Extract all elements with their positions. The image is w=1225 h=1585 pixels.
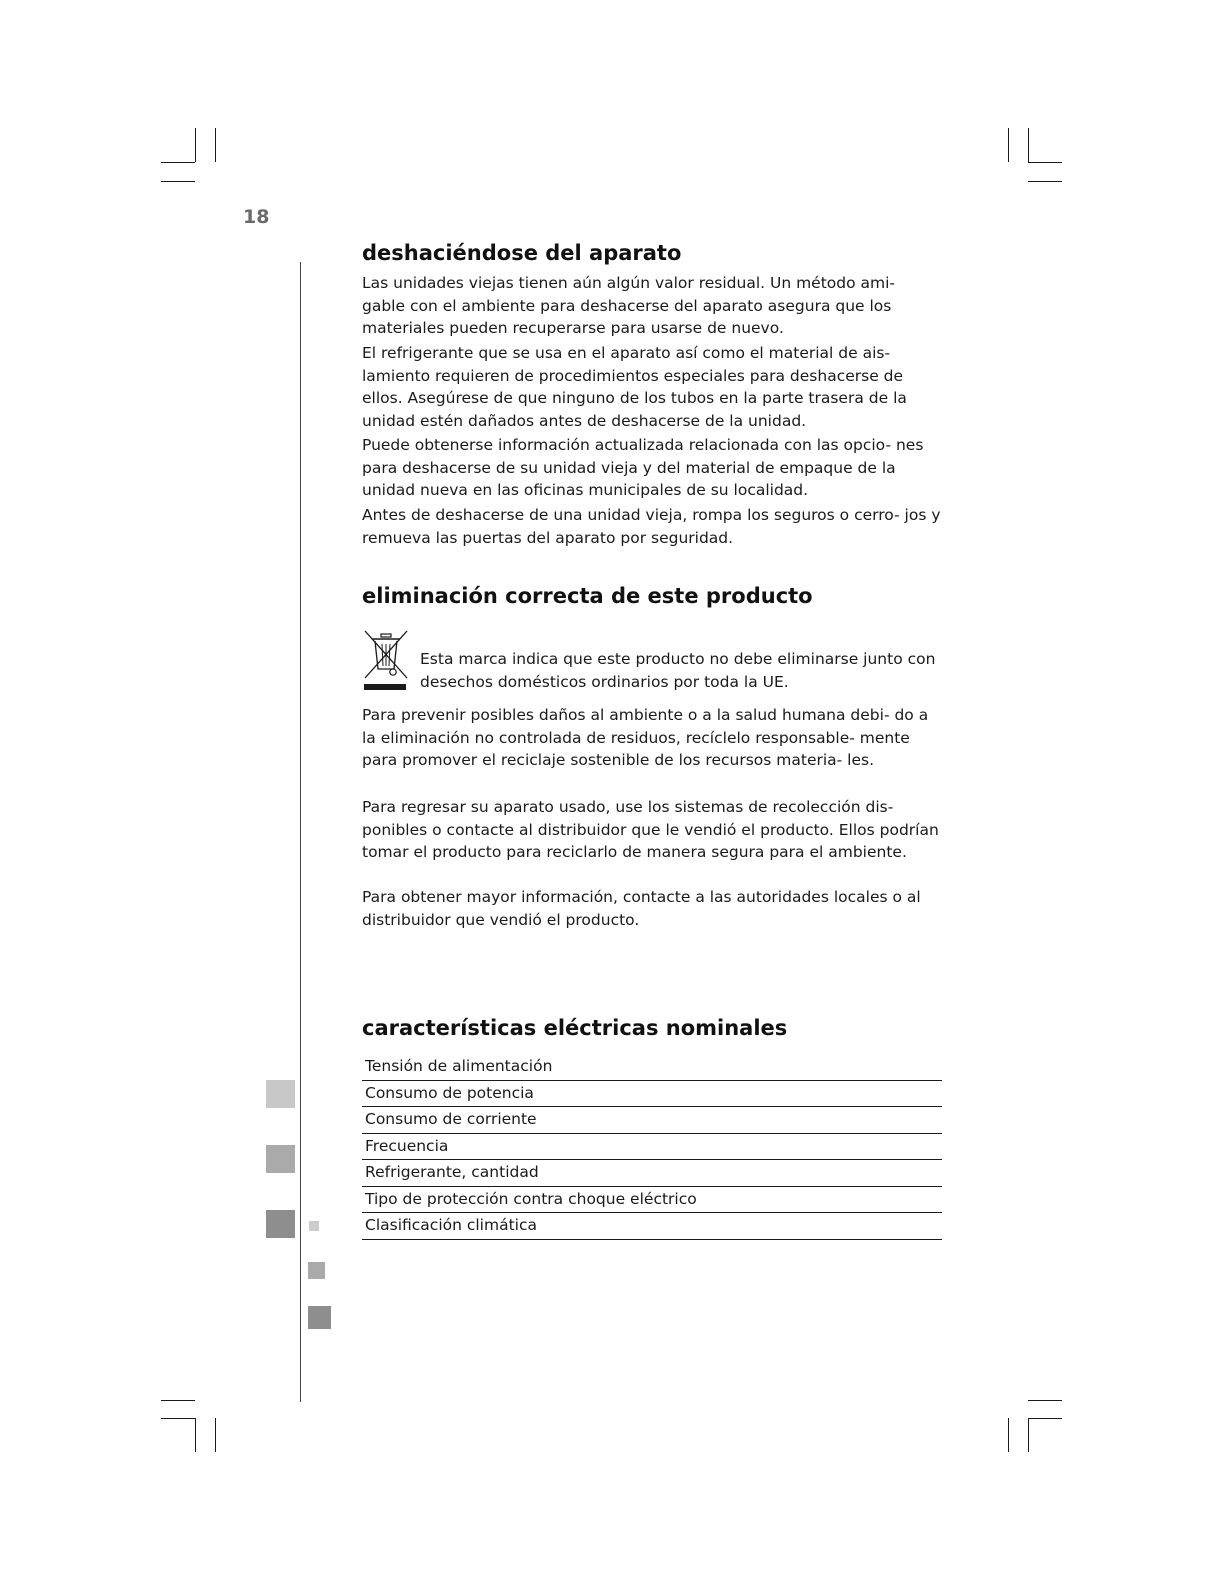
- page-number: 18: [243, 206, 270, 228]
- table-row: Tensión de alimentación: [362, 1054, 942, 1081]
- crop-mark: [1008, 1418, 1009, 1452]
- table-row: Consumo de corriente: [362, 1107, 942, 1134]
- crop-mark: [161, 181, 195, 182]
- crop-mark: [1028, 1418, 1062, 1419]
- crossed-bin-icon: [362, 628, 410, 692]
- crop-mark: [1028, 181, 1062, 182]
- table-row: Consumo de potencia: [362, 1081, 942, 1108]
- gray-swatch: [266, 1145, 295, 1173]
- gray-swatch: [266, 1080, 295, 1108]
- crop-mark: [195, 128, 196, 162]
- table-row: Refrigerante, cantidad: [362, 1160, 942, 1187]
- gray-swatch: [308, 1306, 331, 1329]
- crop-mark: [161, 162, 195, 163]
- crop-mark: [1028, 1400, 1062, 1401]
- electrical-specs-table: [362, 1054, 942, 1240]
- section-heading-elimination: eliminación correcta de este producto: [362, 584, 813, 608]
- crop-mark: [215, 1418, 216, 1452]
- paragraph: Las unidades viejas tienen aún algún valor residual. Un método ami- gable con el ambiente para deshacerse del aparato asegura que los materiales pueden recuperarse para usarse de nuevo.: [362, 274, 896, 337]
- crop-mark: [161, 1400, 195, 1401]
- crop-mark: [195, 1418, 196, 1452]
- paragraph: Para prevenir posibles daños al ambiente o a la salud humana debi- do a la eliminación no controlada de residuos, recíclelo responsable- mente para promover el reciclaje sostenible de los recursos materia- les.: [362, 706, 929, 769]
- crop-mark: [1008, 128, 1009, 162]
- crop-mark: [215, 128, 216, 162]
- table-row: Clasificación climática: [362, 1213, 942, 1240]
- paragraph: El refrigerante que se usa en el aparato así como el material de ais- lamiento requieren de procedimientos especiales para deshacerse de ellos. Asegúrese de que ninguno de los tubos en la parte trasera de la unidad estén dañados antes de deshacerse de la unidad.: [362, 344, 907, 430]
- crop-mark: [1028, 128, 1029, 162]
- table-row: Frecuencia: [362, 1134, 942, 1161]
- paragraph: Puede obtenerse información actualizada relacionada con las opcio- nes para deshacerse de su unidad vieja y del material de empaque de la unidad nueva en las oficinas municipales de su localidad.: [362, 436, 924, 499]
- paragraph: Para regresar su aparato usado, use los sistemas de recolección dis- ponibles o contacte al distribuidor que le vendió el producto. Ellos podrían tomar el producto para reciclarlo de manera segura para el ambiente.: [362, 798, 939, 861]
- weee-notice: Esta marca indica que este producto no debe eliminarse junto con desechos domésticos ordinarios por toda la UE.: [420, 650, 936, 691]
- gray-swatch: [266, 1210, 295, 1238]
- margin-rule: [300, 262, 301, 1402]
- section-heading-electrical: características eléctricas nominales: [362, 1016, 788, 1040]
- paragraph: Para obtener mayor información, contacte a las autoridades locales o al distribuidor que vendió el producto.: [362, 888, 921, 929]
- paragraph: Antes de deshacerse de una unidad vieja, rompa los seguros o cerro- jos y remueva las puertas del aparato por seguridad.: [362, 506, 941, 547]
- gray-swatch: [308, 1262, 325, 1279]
- table-row: Tipo de protección contra choque eléctrico: [362, 1187, 942, 1214]
- gray-swatch: [309, 1221, 319, 1231]
- crop-mark: [161, 1418, 195, 1419]
- crop-mark: [1028, 1418, 1029, 1452]
- crop-mark: [1028, 162, 1062, 163]
- section-heading-disposal: deshaciéndose del aparato: [362, 241, 682, 265]
